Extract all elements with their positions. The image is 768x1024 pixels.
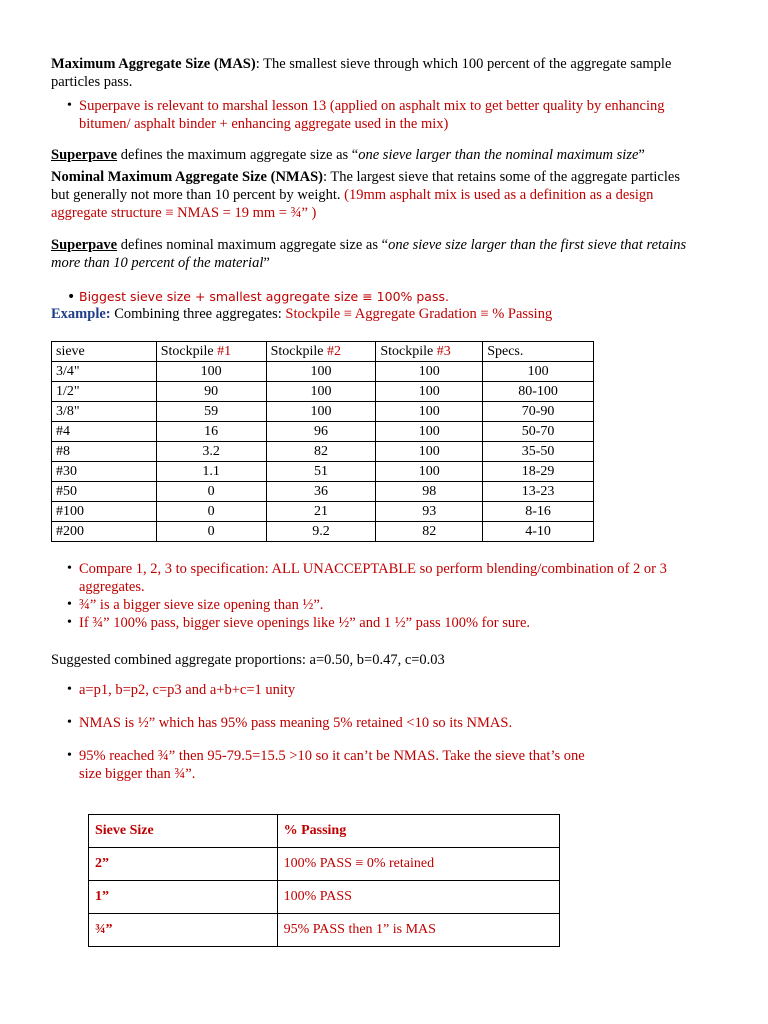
table-header-row — [52, 342, 594, 362]
header-stockpile-2: Stockpile #2 — [266, 342, 376, 362]
table-row: #50 0 36 98 13-23 — [52, 482, 594, 502]
table-row: 2” 100% PASS ≡ 0% retained — [89, 848, 560, 881]
example-line — [51, 305, 751, 323]
superpave-word-1: Superpave — [51, 147, 118, 163]
sieve-size-table — [88, 814, 560, 947]
bullet-if-pass: • If ¾” 100% pass, bigger sieve openings like ½” and 1 ½” pass 100% for sure. — [51, 614, 741, 632]
bullet-list-2 — [51, 288, 741, 306]
superpave-nmas-paragraph — [51, 236, 751, 272]
bullet-superpave: • Superpave is relevant to marshal lesson 13 (applied on asphalt mix to get better quality by enhancing bitumen/ asphalt binder + enhancing aggregate used in the mix) — [51, 97, 741, 133]
bullet-bigger-sieve: • ¾” is a bigger sieve size opening than ½”. — [51, 596, 741, 614]
table-header-row — [89, 815, 560, 848]
table-row: ¾” 95% PASS then 1” is MAS — [89, 914, 560, 947]
nmas-term: Nominal Maximum Aggregate Size (NMAS) — [51, 169, 323, 185]
nmas-paragraph — [51, 168, 741, 222]
superpave-text-1: defines the maximum aggregate size as “ — [117, 147, 359, 163]
nmas-def-2: but generally not more than 10 percent by weight. — [51, 187, 345, 203]
table-row: 1/2" 90 100 100 80-100 — [52, 382, 594, 402]
bullet-list-3 — [51, 560, 741, 632]
example-red: Stockpile ≡ Aggregate Gradation ≡ % Passing — [285, 306, 553, 322]
table-row: #200 0 9.2 82 4-10 — [52, 522, 594, 542]
table-row: 1” 100% PASS — [89, 881, 560, 914]
stockpile-table — [51, 341, 594, 542]
bullet-biggest-sieve: • Biggest sieve size + smallest aggregate size ≡ 100% pass. — [51, 288, 741, 306]
nmas-note-1: (19mm asphalt mix is used as a definition as a design — [344, 187, 654, 203]
mas-def-2: particles pass. — [51, 74, 133, 90]
bullet-list-4 — [51, 681, 741, 783]
table-row: #30 1.1 51 100 18-29 — [52, 462, 594, 482]
example-label: Example: — [51, 306, 111, 322]
superpave-mas-paragraph — [51, 146, 741, 164]
table-row: 3/4" 100 100 100 100 — [52, 362, 594, 382]
bullet-mas: • 95% reached ¾” then 95-79.5=15.5 >10 so it can’t be NMAS. Take the sieve that’s one size bigger than ¾”. — [51, 747, 741, 783]
superpave-word-2: Superpave — [51, 237, 118, 253]
header-sieve-size: Sieve Size — [89, 815, 278, 848]
table-row: #4 16 96 100 50-70 — [52, 422, 594, 442]
superpave-text-2: defines nominal maximum aggregate size as “ — [117, 237, 389, 253]
bullet-nmas: • NMAS is ½” which has 95% pass meaning 5% retained <10 so its NMAS. — [51, 714, 741, 732]
superpave-end-1: ” — [638, 147, 645, 163]
table-row: #100 0 21 93 8-16 — [52, 502, 594, 522]
superpave-quote-2b: more than 10 percent of the material — [51, 255, 264, 271]
table-row: 3/8" 59 100 100 70-90 — [52, 402, 594, 422]
header-sieve: sieve — [52, 342, 157, 362]
superpave-quote-1: one sieve larger than the nominal maximum size — [358, 147, 639, 163]
header-specs: Specs. — [483, 342, 594, 362]
bullet-list-1 — [51, 97, 741, 133]
superpave-end-2: ” — [263, 255, 270, 271]
table-row: #8 3.2 82 100 35-50 — [52, 442, 594, 462]
header-stockpile-1: Stockpile #1 — [156, 342, 266, 362]
header-stockpile-3: Stockpile #3 — [376, 342, 483, 362]
example-text: Combining three aggregates: — [110, 306, 286, 322]
mas-def: : The smallest sieve through which 100 percent of the aggregate sample — [255, 56, 672, 72]
superpave-quote-2a: one sieve size larger than the first sieve that retains — [388, 237, 687, 253]
nmas-note-2: aggregate structure ≡ NMAS = 19 mm = ¾” ) — [51, 205, 317, 221]
mas-term: Maximum Aggregate Size (MAS) — [51, 56, 256, 72]
bullet-unity: • a=p1, b=p2, c=p3 and a+b+c=1 unity — [51, 681, 741, 699]
suggested-proportions: Suggested combined aggregate proportions: a=0.50, b=0.47, c=0.03 — [51, 652, 445, 668]
bullet-compare: • Compare 1, 2, 3 to specification: ALL UNACCEPTABLE so perform blending/combination of 2 or 3 aggregates. — [51, 560, 741, 596]
mas-paragraph — [51, 55, 731, 91]
header-percent-passing: % Passing — [277, 815, 559, 848]
nmas-def: : The largest sieve that retains some of the aggregate particles — [322, 169, 680, 185]
